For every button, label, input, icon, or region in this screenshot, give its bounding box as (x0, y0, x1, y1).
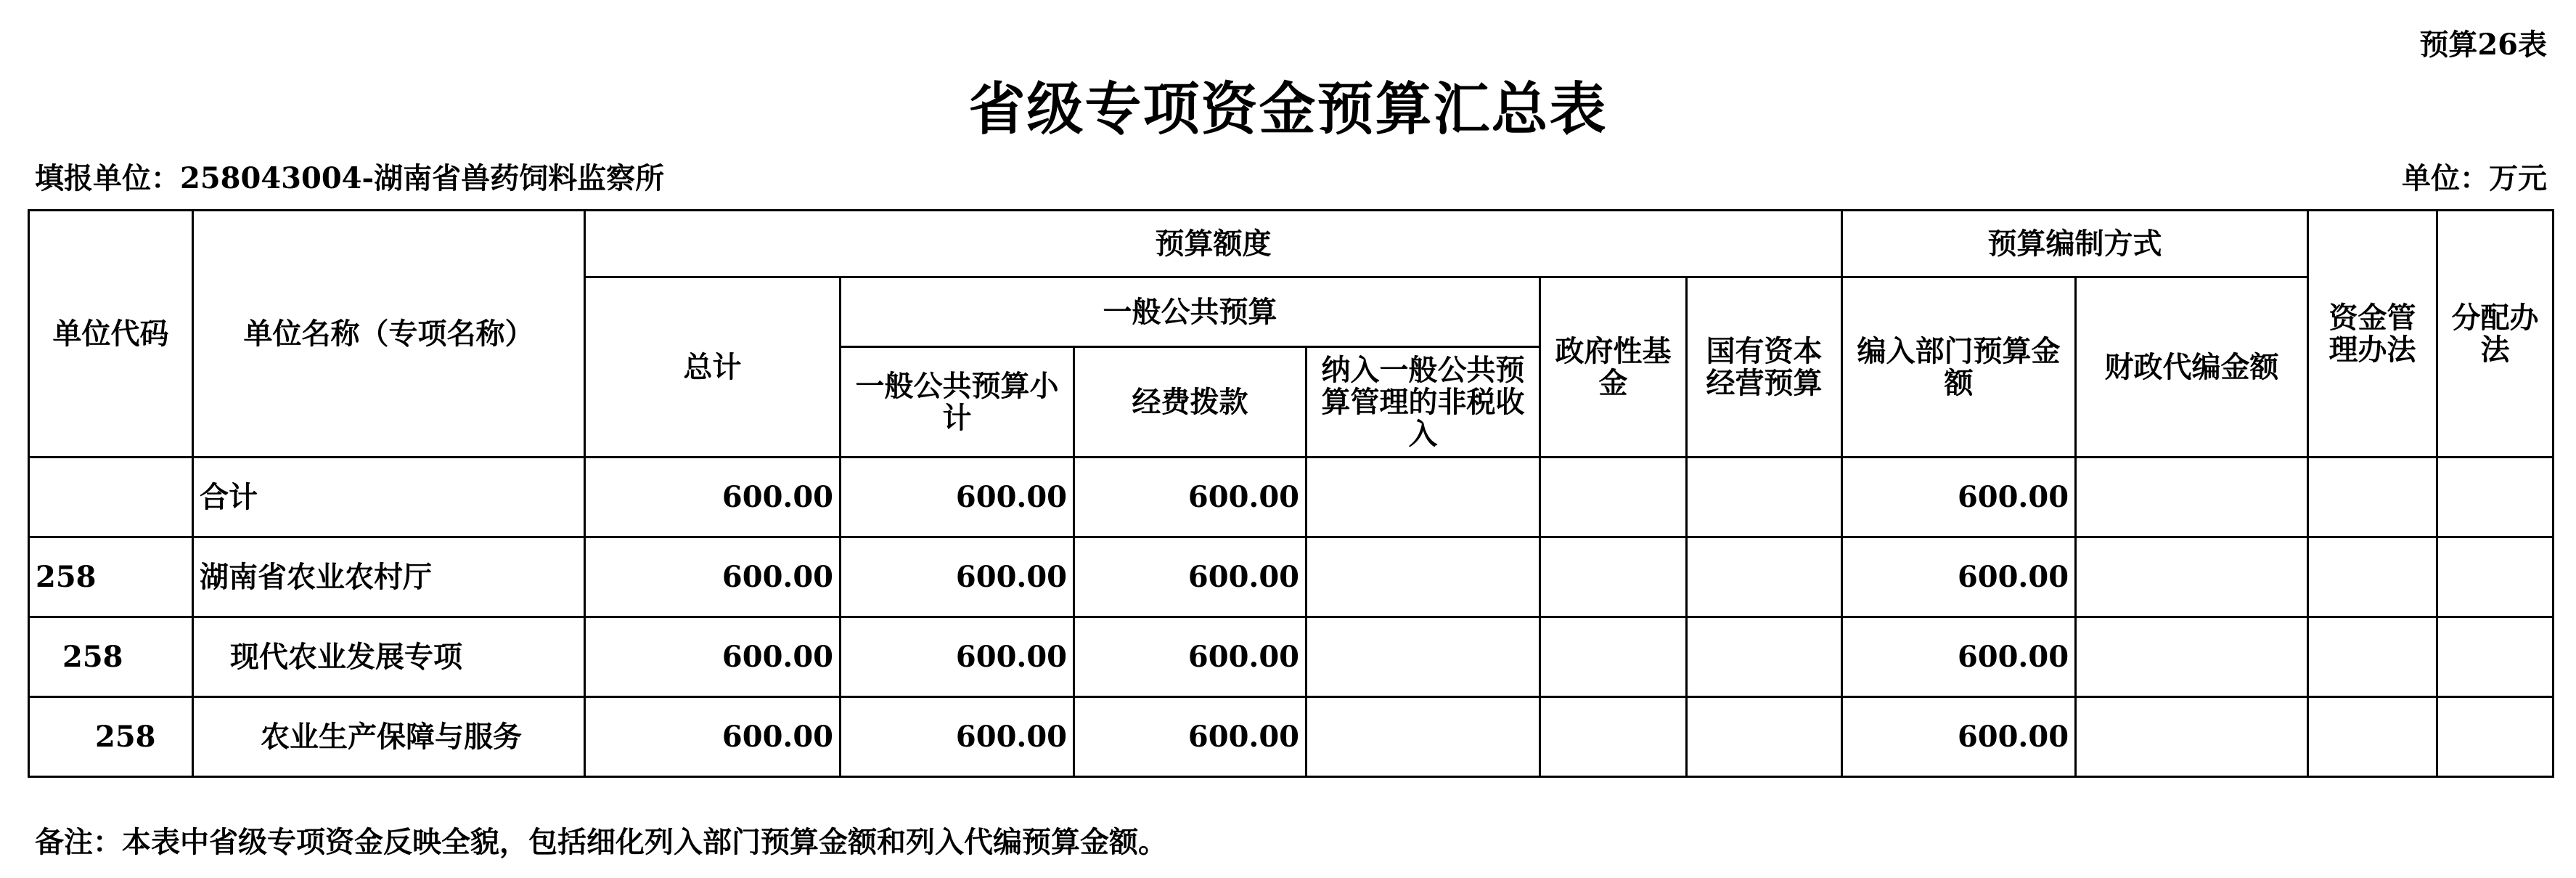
header-finance-proxy-amount: 财政代编金额 (2076, 277, 2308, 458)
header-dept-budget-amount: 编入部门预算金额 (1842, 277, 2076, 458)
cell-fund-mgmt-method (2308, 697, 2437, 777)
cell-finance-proxy-amount (2076, 697, 2308, 777)
reporting-unit: 填报单位：258043004-湖南省兽药饲料监察所 (35, 161, 665, 195)
cell-dept-budget-amount: 600.00 (1842, 537, 2076, 617)
table-number: 预算26表 (2419, 28, 2547, 62)
cell-code: 258 (29, 617, 193, 697)
cell-state-capital (1687, 617, 1842, 697)
cell-gov-fund (1540, 697, 1687, 777)
cell-fund-mgmt-method (2308, 537, 2437, 617)
cell-state-capital (1687, 537, 1842, 617)
cell-non-tax-income (1307, 458, 1540, 537)
table-row (29, 697, 2553, 777)
cell-funding-allocation: 600.00 (1074, 697, 1307, 777)
header-funding-allocation: 经费拨款 (1074, 347, 1307, 458)
cell-gov-fund (1540, 537, 1687, 617)
cell-total: 600.00 (585, 458, 841, 537)
currency-unit: 单位：万元 (2402, 161, 2547, 195)
header-total: 总计 (585, 277, 841, 458)
cell-dept-budget-amount: 600.00 (1842, 697, 2076, 777)
page-title: 省级专项资金预算汇总表 (968, 76, 1608, 142)
cell-gpb-subtotal: 600.00 (841, 697, 1074, 777)
cell-funding-allocation: 600.00 (1074, 617, 1307, 697)
header-state-capital: 国有资本经营预算 (1687, 277, 1842, 458)
cell-code (29, 458, 193, 537)
header-allocation-method: 分配办法 (2437, 211, 2553, 458)
cell-code: 258 (29, 537, 193, 617)
cell-finance-proxy-amount (2076, 617, 2308, 697)
cell-finance-proxy-amount (2076, 537, 2308, 617)
header-compile-method: 预算编制方式 (1842, 211, 2308, 277)
cell-non-tax-income (1307, 697, 1540, 777)
cell-total: 600.00 (585, 617, 841, 697)
header-gov-fund: 政府性基金 (1540, 277, 1687, 458)
cell-gpb-subtotal: 600.00 (841, 537, 1074, 617)
cell-non-tax-income (1307, 617, 1540, 697)
cell-allocation-method (2437, 458, 2553, 537)
budget-table (28, 209, 2554, 778)
cell-finance-proxy-amount (2076, 458, 2308, 537)
unit-line (29, 155, 2547, 199)
cell-name: 现代农业发展专项 (193, 617, 585, 697)
cell-dept-budget-amount: 600.00 (1842, 458, 2076, 537)
cell-name: 湖南省农业农村厅 (193, 537, 585, 617)
cell-allocation-method (2437, 537, 2553, 617)
cell-total: 600.00 (585, 697, 841, 777)
header-fund-mgmt-method: 资金管理办法 (2308, 211, 2437, 458)
cell-name: 合计 (193, 458, 585, 537)
cell-gpb-subtotal: 600.00 (841, 617, 1074, 697)
cell-non-tax-income (1307, 537, 1540, 617)
cell-fund-mgmt-method (2308, 458, 2437, 537)
header-unit-code: 单位代码 (29, 211, 193, 458)
header-general-public-budget: 一般公共预算 (841, 277, 1540, 347)
table-row (29, 537, 2553, 617)
header-gpb-subtotal: 一般公共预算小计 (841, 347, 1074, 458)
cell-allocation-method (2437, 697, 2553, 777)
cell-state-capital (1687, 458, 1842, 537)
header-unit-name: 单位名称（专项名称） (193, 211, 585, 458)
footnote: 备注：本表中省级专项资金反映全貌，包括细化列入部门预算金额和列入代编预算金额。 (35, 825, 1167, 859)
cell-fund-mgmt-method (2308, 617, 2437, 697)
header-non-tax-income: 纳入一般公共预算管理的非税收入 (1307, 347, 1540, 458)
cell-allocation-method (2437, 617, 2553, 697)
table-row (29, 617, 2553, 697)
cell-dept-budget-amount: 600.00 (1842, 617, 2076, 697)
cell-gov-fund (1540, 458, 1687, 537)
cell-gpb-subtotal: 600.00 (841, 458, 1074, 537)
cell-state-capital (1687, 697, 1842, 777)
cell-gov-fund (1540, 617, 1687, 697)
table-row (29, 458, 2553, 537)
cell-funding-allocation: 600.00 (1074, 458, 1307, 537)
cell-code: 258 (29, 697, 193, 777)
cell-total: 600.00 (585, 537, 841, 617)
header-budget-amount: 预算额度 (585, 211, 1842, 277)
cell-funding-allocation: 600.00 (1074, 537, 1307, 617)
cell-name: 农业生产保障与服务 (193, 697, 585, 777)
